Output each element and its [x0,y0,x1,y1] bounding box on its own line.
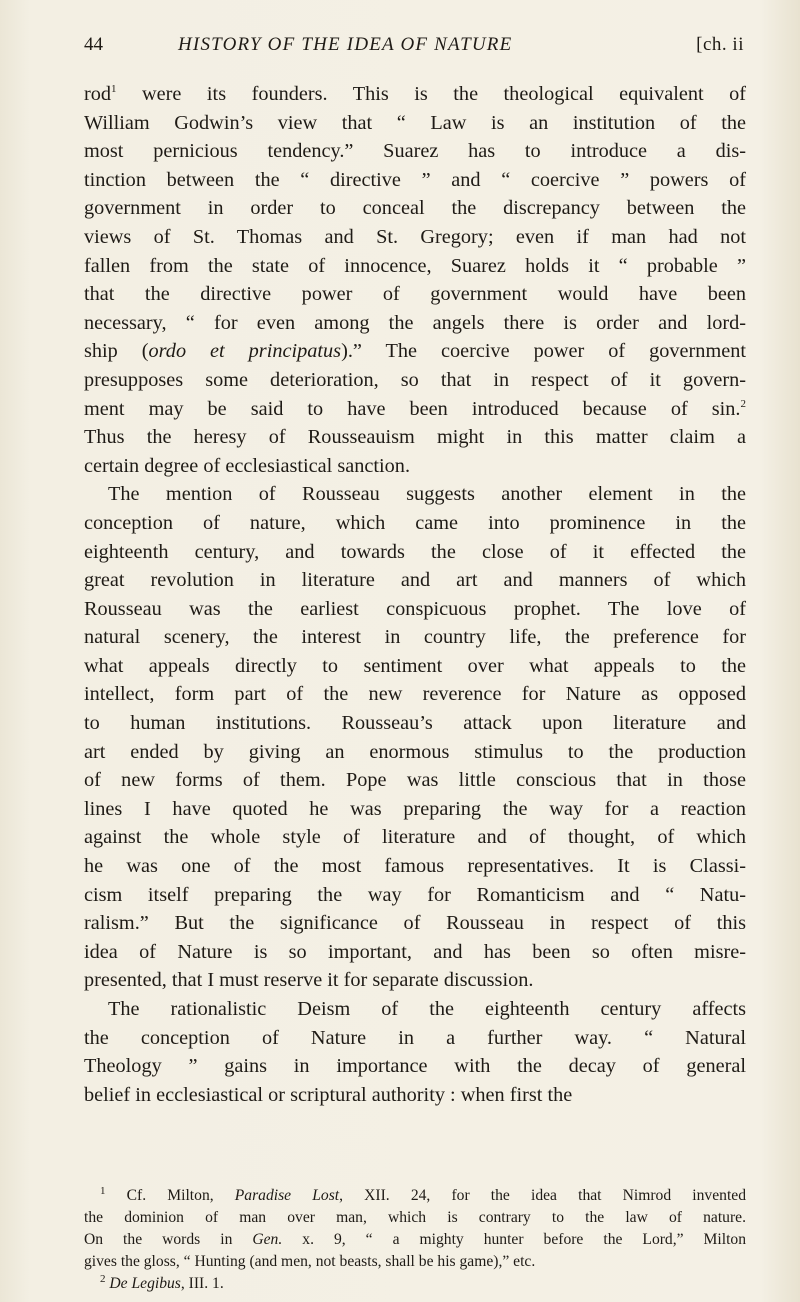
text-run: The rationalistic Deism of the eighteenth century affects [108,998,746,1020]
chapter-reference: [ch. ii [696,34,744,55]
text-line [84,652,746,681]
text-line [84,1052,746,1081]
text-run: of new forms of them. Pope was little conscious that in those [84,769,746,792]
text-line [84,995,746,1024]
text-run: that the directive power of government would have been [84,283,746,306]
italic-text: De Legibus [109,1275,181,1292]
text-run: ralism.” But the significance of Rousseau in respect of this [84,912,746,935]
text-run: necessary, “ for even among the angels there is order and lord- [84,311,746,334]
text-run: conception of nature, which came into prominence in the [84,511,746,534]
running-header [84,34,744,62]
footnote-marker: 2 [740,397,746,410]
text-run: ).” The coercive power of government [341,340,747,363]
footnote-line [84,1185,746,1207]
text-line [84,166,746,195]
text-line [84,852,746,881]
text-run: certain degree of ecclesiastical sanction. [84,454,411,477]
text-run: gives the gloss, “ Hunting (and men, not beasts, shall be his game),” etc. [84,1253,536,1270]
text-line [84,137,746,166]
text-line [84,309,746,338]
text-line [84,595,746,624]
text-run: tinction between the “ directive ” and “ coercive ” powers of [84,168,746,191]
text-line [84,623,746,652]
text-run: government in order to conceal the discrepancy between the [84,197,746,220]
text-line [84,795,746,824]
text-line [84,280,746,309]
text-line [84,680,746,709]
text-run: most pernicious tendency.” Suarez has to introduce a dis- [84,140,746,163]
text-line [84,909,746,938]
text-line [84,881,746,910]
text-line [84,395,746,424]
text-run: the dominion of man over man, which is contrary to the law of nature. [84,1209,746,1226]
footnote-line [84,1229,746,1251]
footnote-marker: 2 [100,1272,106,1285]
text-line [84,1081,746,1110]
text-line [84,938,746,967]
text-run: he was one of the most famous representatives. It is Classi- [84,855,746,878]
text-run: William Godwin’s view that “ Law is an institution of the [84,111,746,134]
text-line [84,709,746,738]
text-run: were its founders. This is the theological equivalent of [116,83,746,105]
footnote-line [84,1273,746,1295]
text-line [84,766,746,795]
text-run: natural scenery, the interest in country life, the preference for [84,626,746,649]
text-run: art ended by giving an enormous stimulus to the production [84,740,746,763]
text-run: fallen from the state of innocence, Suarez holds it “ probable ” [84,254,746,277]
text-run: , XII. 24, for the idea that Nimrod invented [339,1187,746,1204]
text-run: Cf. Milton, [105,1187,235,1204]
text-line [84,509,746,538]
text-run: Theology ” gains in importance with the decay of general [84,1055,746,1078]
text-run: presented, that I must reserve it for separate discussion. [84,969,534,992]
italic-text: ordo et principatus [148,340,342,363]
text-run: The mention of Rousseau suggests another element in the [108,483,746,506]
text-run: idea of Nature is so important, and has been so often misre- [84,940,746,963]
text-line [84,194,746,223]
text-line [84,80,746,109]
text-line [84,1024,746,1053]
text-run: lines I have quoted he was preparing the way for a reaction [84,797,746,820]
text-run: rod [84,83,112,105]
footnotes [84,1185,746,1295]
text-line [84,223,746,252]
text-run: to human institutions. Rousseau’s attack upon literature and [84,712,746,735]
text-run: great revolution in literature and art and manners of which [84,569,746,592]
text-run: eighteenth century, and towards the close of it effected the [84,540,746,563]
text-run: x. 9, “ a mighty hunter before the Lord,” Milton [282,1231,747,1248]
text-run: what appeals directly to sentiment over what appeals to the [84,654,746,677]
text-run: against the whole style of literature and of thought, of which [84,826,746,849]
text-line [84,423,746,452]
text-line [84,252,746,281]
text-run: intellect, form part of the new reverence for Nature as opposed [84,683,746,706]
text-run: Thus the heresy of Rousseauism might in this matter claim a [84,426,746,449]
text-line [84,823,746,852]
text-run: views of St. Thomas and St. Gregory; even if man had not [84,225,746,248]
text-line [84,109,746,138]
footnote-marker: 1 [100,1184,106,1197]
text-run: On the words in [84,1231,253,1248]
text-line [84,366,746,395]
text-run: presupposes some deterioration, so that in respect of it govern- [84,368,746,391]
text-line [84,538,746,567]
text-line [84,738,746,767]
page-number: 44 [84,34,103,55]
text-line [84,966,746,995]
text-run: the conception of Nature in a further way. “ Natural [84,1026,746,1049]
text-line [84,566,746,595]
text-run: cism itself preparing the way for Romanticism and “ Natu- [84,883,746,906]
text-line [84,452,746,481]
italic-text: Gen. [252,1231,283,1248]
text-run: Rousseau was the earliest conspicuous prophet. The love of [84,597,746,620]
italic-text: Paradise Lost [234,1187,340,1204]
text-line [84,337,746,366]
footnote-marker: 1 [111,83,117,96]
body-text [84,80,746,1109]
text-run: , III. 1. [180,1275,224,1292]
footnote-line [84,1251,746,1273]
text-run: ment may be said to have been introduced because of sin. [84,397,741,420]
text-run: belief in ecclesiastical or scriptural authority : when first the [84,1083,573,1106]
running-title: HISTORY OF THE IDEA OF NATURE [178,34,513,55]
text-line [84,480,746,509]
footnote-line [84,1207,746,1229]
text-run: ship ( [84,340,149,363]
